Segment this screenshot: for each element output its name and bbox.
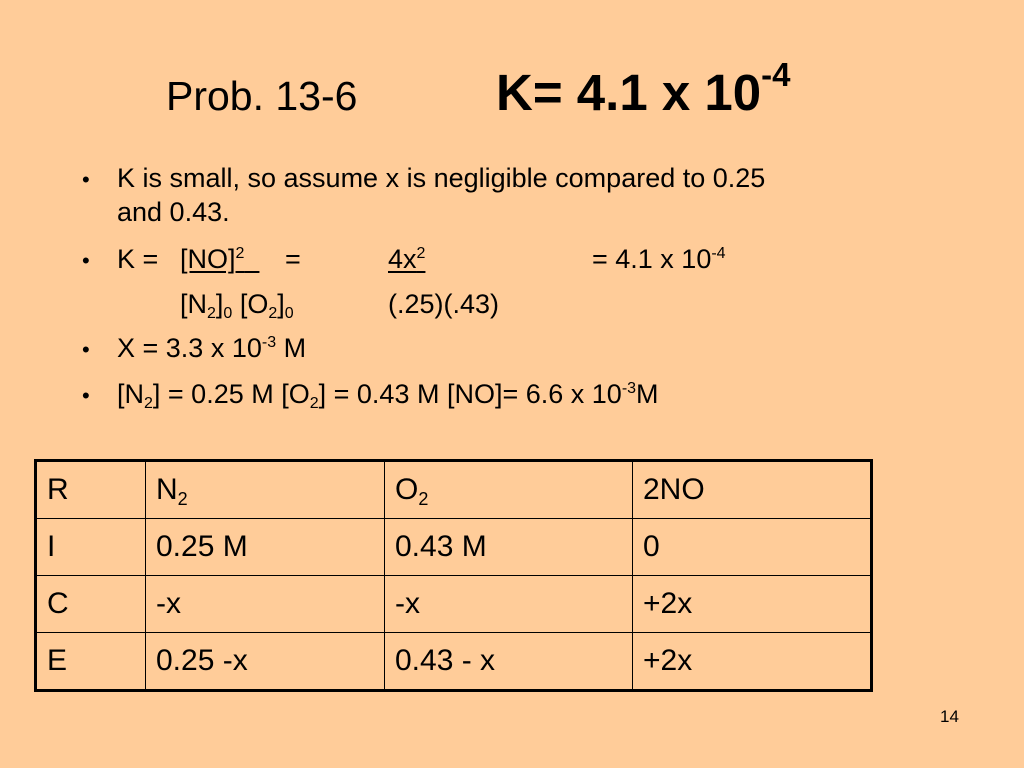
numerator-no-text: [NO]$^2$ (180, 244, 245, 274)
k-value-exponent: -4 (761, 56, 791, 93)
table-cell: 0 (633, 519, 872, 576)
k-denominator-values: (.25)(.43) (388, 289, 500, 319)
k-value-text: K= 4.1 x 10 (496, 64, 762, 121)
table-row (36, 633, 872, 691)
table-cell: +2x (633, 633, 872, 691)
bullet-1-line-2: and 0.43. (117, 197, 230, 227)
bullet-icon: • (82, 383, 90, 408)
table-cell: -x (385, 576, 633, 633)
table-cell: 0.25 M (146, 519, 385, 576)
bullet-3-x-value: X = 3.3 x $10^{-3}$ M (117, 333, 307, 363)
table-header-cell: R (36, 461, 146, 519)
bullet-4-equilibrium: $[N_2] = 0.25$ M $[O_2] = 0.43$ M [NO]= 6.6 x $10^{-3}M$ (117, 379, 659, 412)
bullet-icon: • (82, 337, 90, 362)
table-cell: 0.43 M (385, 519, 633, 576)
table-cell: -x (146, 576, 385, 633)
table-header-row (36, 461, 872, 519)
table-cell: I (36, 519, 146, 576)
table-header-cell: $N_2$ (146, 461, 385, 519)
table-cell: C (36, 576, 146, 633)
ice-table (34, 459, 873, 692)
table-header-cell: 2NO (633, 461, 872, 519)
bullet-icon: • (82, 248, 90, 273)
bullet-1-line-1: K is small, so assume x is negligible compared to 0.25 (117, 163, 766, 193)
slide-title-k-value (496, 56, 791, 121)
table-header-cell: $O_2$ (385, 461, 633, 519)
k-denominator-concentrations: $[N_2]_0$ $[O_2]_0$ (180, 289, 294, 322)
k-numerator-4x (388, 246, 591, 273)
slide-title-problem: Prob. 13-6 (166, 73, 358, 119)
k-expression-label: K = (117, 244, 159, 274)
table-row (36, 519, 872, 576)
table-row (36, 576, 872, 633)
page-number: 14 (940, 707, 959, 726)
table-cell: +2x (633, 576, 872, 633)
table-cell: 0.43 - x (385, 633, 633, 691)
k-result: = 4.1 x $10^{-4}$ (592, 244, 726, 274)
table-cell: 0.25 -x (146, 633, 385, 691)
bullet-icon: • (82, 167, 90, 192)
numerator-4x-text: $4x^2$ (388, 244, 426, 274)
table-cell: E (36, 633, 146, 691)
k-numerator-no (180, 246, 259, 273)
k-equals-sign: = (285, 244, 301, 274)
